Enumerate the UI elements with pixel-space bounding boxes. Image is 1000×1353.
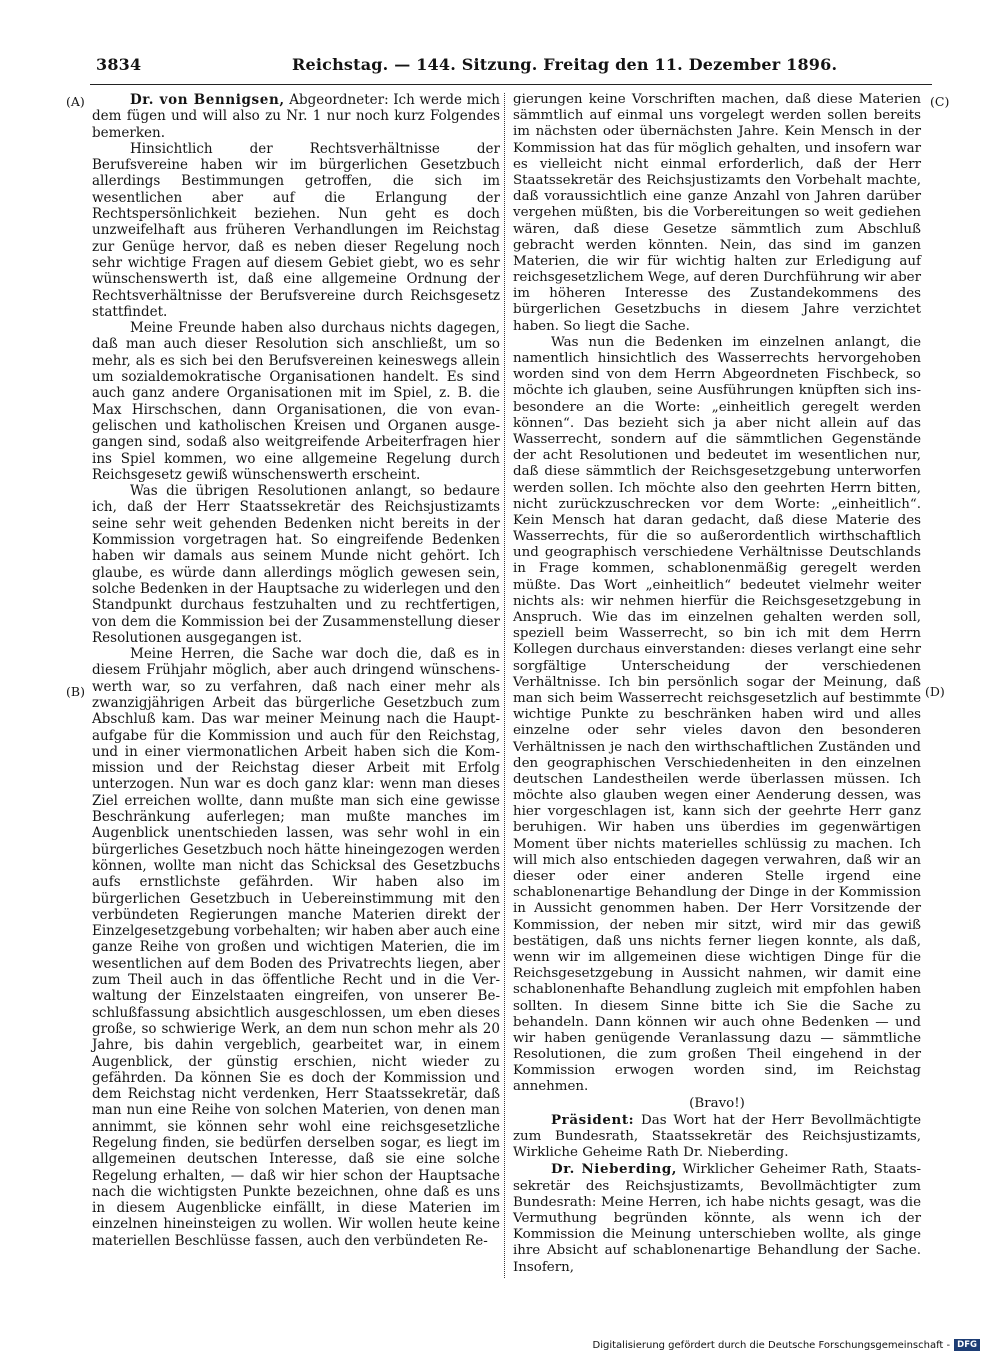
paragraph: Was nun die Bedenken im einzelnen anlangt, die namentlich hinsichtlich des Wasserrechts hervorgehoben worden sind von dem Herrn Abgeordneten Fischbeck, so möchte ich glauben, seine Ausführungen knüpften sich insbesondere an die Worte: „einheitlich geregelt werden können“. Das bezieht sich ja aber nicht allein auf das Wasserrecht, sondern auf die sämmtlichen Gegenstände der acht Resolutionen und bedeutet im wesentlichen nur, daß diese sämmtlich der Reichsgesetzgebung unterworfen werden sollen. Ich möchte also den geehrten Herrn bitten, nicht zurückzuschrecken vor dem Worte: „einheitlich“. Kein Mensch hat daran gedacht, daß diese Materie des Wasserrechts, für die so außerordentlich wirthschaftlich und geographisch verschiedene Verhältnisse Deutschlands in Frage kommen, schablonenmäßig geregelt werden müßte. Das Wort „einheitlich“ bedeutet vielmehr weiter nichts als: wir nehmen hierfür die Reichsgesetzgebung in Anspruch. Wie das im einzelnen gehalten werden soll, speziell beim Wasserrecht, so bin ich mit dem Herrn Kollegen durchaus einverstanden: dieses verlangt eine sehr sorgfältige Unterscheidung der verschiedenen Verhältnisse. Ich bin persönlich sogar der Meinung, daß man sich beim Wasserrecht reichsgesetzlich auf bestimmte wichtige Punkte zu beschränken haben wird und alles einzelne oder sehr vieles davon den besonderen Verhältnissen je nach den wirthschaftlichen Zuständen und den geographischen Verschiedenheiten in den einzelnen deutschen Landestheilen werde überlassen müssen. Ich möchte also glauben wegen einer Aenderung dessen, was hier vorgeschlagen ist, kann sich der geehrte Herr ganz beruhigen. Wir haben uns überdies im gegenwärtigen Moment über nichts materielles schlüssig zu machen. Ich will mich also entschieden dagegen verwahren, daß wir an dieser oder einer anderen Stelle irgend eine schablonenartige Behandlung der Dinge in der Kommission in Aussicht genommen haben. Der Herr Vorsitzende der Kommission, der neben mir sitzt, wird mir das gewiß bestätigen, daß uns nichts ferner liegen konnte, als daß, wenn wir im allgemeinen diese wichtigen Dinge für die Reichsgesetzgebung in Aussicht nahmen, wir damit eine schablonenhafte Behandlung zugleich mit empfohlen haben sollten. In diesem Sinne bitte ich Sie die Sache zu behandeln. Dann können wir auch ohne Bedenken — und wir haben genügende Veranlassung dazu — sämmtliche Resolutionen, die zum großen Theil eingehend in der Kommission erwogen worden sind, im Reichstag annehmen. (513, 334, 921, 1095)
margin-mark-b: (B) (66, 684, 85, 699)
page-header (96, 53, 838, 79)
header-rule (90, 84, 932, 85)
column-divider (504, 93, 505, 1278)
paragraph-text: Abgeordneter: Ich werde mich dem fügen und will also zu Nr. 1 nur noch kurz Folgendes bemerken. (92, 92, 501, 141)
running-title: Reichstag. — 144. Sitzung. Freitag den 11. Dezember 1896. (292, 55, 838, 74)
right-column (513, 92, 921, 1276)
dfg-logo: DFG (954, 1339, 980, 1351)
paragraph: gierungen keine Vorschriften machen, daß diese Materien sämmtlich auf einmal uns vorgelegt werden sollen bereits im nächsten oder übernächsten Jahre. Kein Mensch in der Kommission hat das für möglich gehalten, und insofern war es vielleicht nicht einmal erforderlich, daß der Herr Staatssekretär des Reichsjustizamts den Vorbehalt machte, daß voraussichtlich eine ganze Anzahl von Jahren darüber vergehen müßten, bis die Vorbereitungen so weit gediehen wären, daß diese Gesetze sämmtlich zum Abschluß gebracht werden könnten. Nein, das sind im ganzen Materien, die wir für wichtig halten zur Erledigung auf reichsgesetzlichem Wege, auf deren Durchführung wir aber im höheren Interesse des Zustandekommens des bürgerlichen Gesetzbuchs in diesem Jahre verzichtet haben. So liegt die Sache. (513, 92, 921, 334)
paragraph (513, 1112, 921, 1162)
speaker-name: Dr. von Bennigsen, (130, 92, 285, 108)
paragraph (513, 1161, 921, 1275)
margin-mark-c: (C) (930, 94, 950, 109)
paragraph: Hinsichtlich der Rechtsverhältnisse der Berufsvereine haben wir im bürgerlichen Gesetzbuch allerdings Bestimmungen getroffen, die sich im wesentlichen aber auf die Erlangung der Rechtspersönlichkeit beziehen. Nun geht es doch unzweifelhaft aus früheren Verhandlungen im Reichstag zur Genüge hervor, daß es neben dieser Regelung noch sehr wichtige Fragen auf diesem Gebiet giebt, wo es sehr wünschenswerth ist, daß eine allgemeine Ordnung der Rechtsverhältnisse der Berufsvereine durch Reichsgesetz stattfindet. (92, 140, 500, 320)
page-number: 3834 (96, 55, 142, 74)
speaker-name: Präsident: (551, 1111, 635, 1128)
paragraph: Meine Freunde haben also durchaus nichts dagegen, daß man auch dieser Resolution sich anschließt, um so mehr, als es sich bei den Berufsvereinen keineswegs allein um sozialdemokratische Organisationen handelt. Es sind auch ganz andere Organisationen mit im Spiel, z. B. die Max Hirschschen, dann Organisationen, die von evangelischen und katholischen Kreisen und Organen ausgegangen sind, sodaß also weitgreifende Arbeiterfragen hier ins Spiel kommen, wo eine allgemeine Regelung durch Reichsgesetz gewiß wünschenswerth erscheint. (92, 320, 500, 483)
paragraph-text: Das Wort hat der Herr Bevollmächtigte zum Bundesrath, Staatssekretär des Reichsjustizamts, Wirkliche Geheime Rath Dr. Nieberding. (513, 1112, 921, 1161)
margin-mark-a: (A) (66, 94, 85, 109)
left-column (92, 92, 500, 1249)
margin-mark-d: (D) (925, 684, 945, 699)
paragraph: Was die übrigen Resolutionen anlangt, so bedaure ich, daß der Herr Staatssekretär des Reichsjustizamts seine sehr weit gehenden Bedenken nicht bereits in der Kommission vorgetragen hat. So eingreifende Bedenken haben wir damals aus seinem Munde nicht gehört. Ich glaube, es würde dann allerdings möglich gewesen sein, solche Bedenken in der Hauptsache zu widerlegen und den Standpunkt durchaus festzuhalten und zu rechtfertigen, von dem die Kommission bei der Zusammenstellung dieser Resolutionen ausgegangen ist. (92, 483, 500, 646)
speaker-name: Dr. Nieberding, (551, 1161, 678, 1178)
interjection: (Bravo!) (689, 1095, 745, 1111)
footer-text: Digitalisierung gefördert durch die Deutsche Forschungsgemeinschaft - (592, 1339, 951, 1351)
paragraph (92, 92, 500, 141)
paragraph-text: Wirklicher Geheimer Rath, Staatssekretär des Reichsjustizamts, Bevollmächtigter zum Bundesrath: Meine Herren, ich habe nichts gesagt, was die Vermuthung begründen könnte, als wenn ich der Kommission die Meinung unterschieben wollte, als ginge ihre Absicht auf schablonenartige Behandlung der Sache. Insofern, (513, 1162, 921, 1275)
paragraph: Meine Herren, die Sache war doch die, daß es in diesem Frühjahr möglich, aber auch dringend wünschenswerth war, so zu verfahren, daß nach einer mehr als zwanzigjährigen Arbeit das bürgerliche Gesetzbuch zum Abschluß kam. Das war meiner Meinung nach die Hauptaufgabe für die Kommission und auch für den Reichstag, und in einer viermonatlichen Arbeit haben sich die Kommission und der Reichstag dieser Arbeit mit Erfolg unterzogen. Nun war es doch ganz klar: wenn man dieses Ziel erreichen wollte, dann mußte man sich eine gewisse Beschränkung auferlegen; man mußte manches im Augenblick unentschieden lassen, was sehr wohl in ein bürgerliches Gesetzbuch noch hätte hineingezogen werden können, wollte man nicht das Schicksal des Gesetzbuchs aufs ernstlichste gefährden. Wir haben also im bürgerlichen Gesetzbuch in Uebereinstimmung mit den verbündeten Regierungen manche Materien direkt der Einzelgesetzgebung vorbehalten; wir haben aber auch eine ganze Reihe von großen und wichtigen Materien, die im wesentlichen auf dem Boden des Privatrechts liegen, aber zum Theil auch in das öffentliche Recht und in die Verwaltung der Einzelstaaten eingreifen, von unserer Beschlußfassung absichtlich ausgeschlossen, um eben dieses große, so schwierige Werk, an dem nun schon mehr als 20 Jahre, bis dahin vergeblich, gearbeitet war, in einem Augenblick, der günstig erschien, nicht wieder zu gefährden. Da können Sie es doch der Kommission und dem Reichstag nicht verdenken, Herr Staatssekretär, daß man nun eine Reihe von solchen Materien, von denen man annimmt, sie können sehr wohl eine reichsgesetzliche Regelung finden, sie bedürfen derselben sogar, es liegt im allgemeinen deutschen Interesse, daß sie eine solche Regelung erhalten, — daß wir hier schon der Hauptsache nach die wichtigsten Punkte bezeichnen, ohne daß es uns in diesem Augenblicke einfällt, in diese Materien im einzelnen hineinsteigen zu wollen. Wir wollen heute keine materiellen Beschlüsse fassen, auch den verbündeten Re- (92, 646, 500, 1249)
footer-credit (593, 1338, 980, 1352)
